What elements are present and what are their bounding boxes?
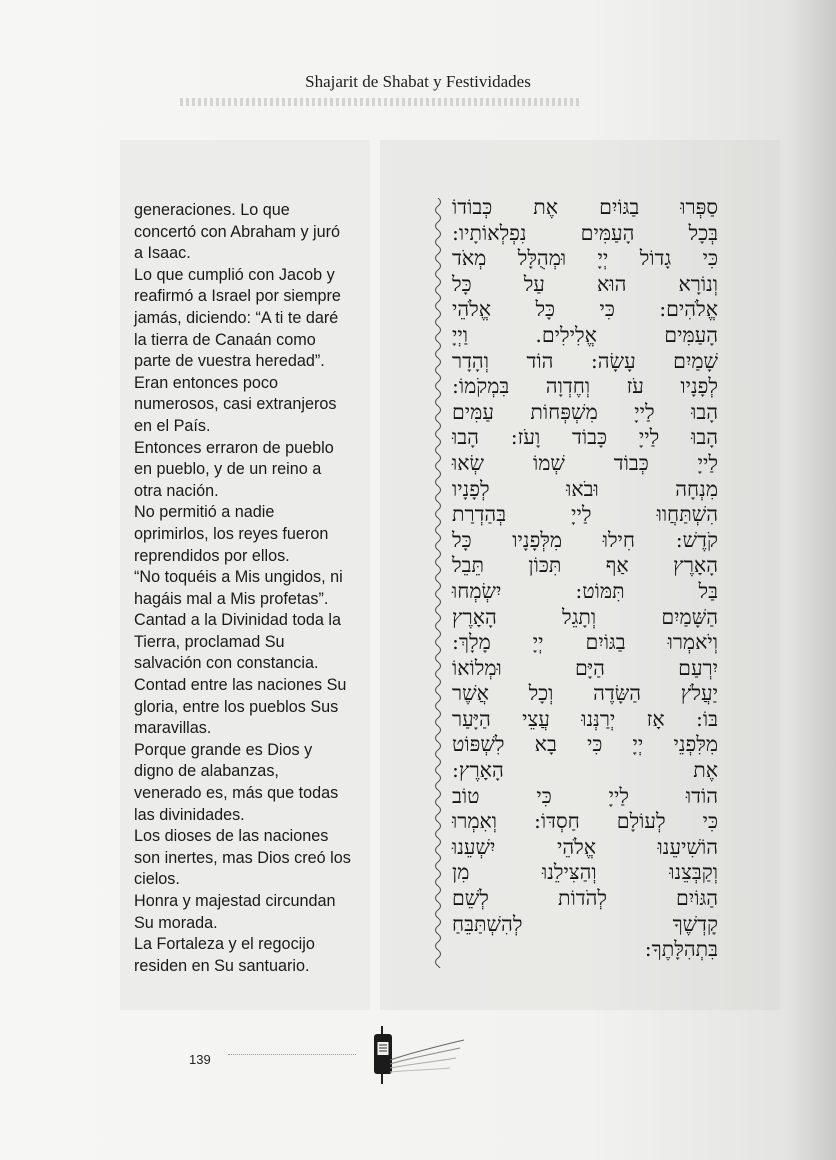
spanish-line: reafirmó a Israel por siempre <box>134 287 341 306</box>
spanish-line: generaciones. Lo que <box>134 201 290 219</box>
spanish-line: a Isaac. <box>134 244 191 263</box>
hebrew-line: בּוֹ: אָז יְרַנְּנוּ עֲצֵי הַיָּעַר <box>452 706 718 731</box>
spanish-line: Porque grande es Dios y <box>134 740 313 759</box>
spanish-line: numerosos, casi extranjeros <box>134 395 337 414</box>
spanish-line: No permitió a nadie <box>134 503 275 522</box>
page-number: 139 <box>189 1052 211 1067</box>
hebrew-line: יַעֲלֹץ הַשָּׂדֶה וְכָל אֲשֶׁר <box>452 681 718 706</box>
spanish-line: las divinidades. <box>134 805 245 824</box>
spanish-line: en pueblo, y de un reino a <box>134 460 322 479</box>
spanish-line: Cantad a la Divinidad toda la <box>134 611 341 630</box>
hebrew-line: לְפָנָיו עֹז וְחֶדְוָה בִּמְקֹמוֹ: <box>452 374 718 399</box>
spanish-translation-column <box>134 200 374 977</box>
hebrew-line: הָבוּ לַייָ מִשְׁפְּחוֹת עַמִּים <box>452 399 718 424</box>
spanish-line: Los dioses de las naciones <box>134 827 329 846</box>
hebrew-line: בַּל תִּמּוֹט: יִשְׂמְחוּ <box>452 578 718 603</box>
spanish-line: concertó con Abraham y juró <box>134 222 341 241</box>
spanish-line: “No toquéis a Mis ungidos, ni <box>134 568 343 587</box>
torah-scroll-ornament <box>360 1020 470 1090</box>
hebrew-line: מִלִּפְנֵי יְיָ כִּי בָא לִשְׁפּוֹט <box>452 732 718 757</box>
spanish-line: reprendidos por ellos. <box>134 546 290 565</box>
spanish-line: la tierra de Canaán como <box>134 330 316 349</box>
spanish-line: cielos. <box>134 870 180 889</box>
spanish-line: Honra y majestad circundan <box>134 892 336 910</box>
hebrew-line: שָׁמַיִם עָשָׂה: הוֹד וְהָדָר <box>452 348 718 373</box>
hebrew-line: אֶת הָאָרֶץ: <box>452 758 718 783</box>
hebrew-line: הָאָרֶץ אַף תִּכּוֹן תֵּבֵל <box>452 553 718 578</box>
spanish-line: en el País. <box>134 416 211 435</box>
hebrew-line: כִּי לְעוֹלָם חַסְדּוֹ: וְאִמְרוּ <box>452 809 718 834</box>
spanish-line: jamás, diciendo: “A ti te daré <box>134 308 339 327</box>
hebrew-line: הָעַמִּים אֱלִילִים. וַיְיָ <box>452 322 718 347</box>
spanish-line: La Fortaleza y el regocijo <box>134 935 315 954</box>
spanish-line: Su morada. <box>134 913 218 932</box>
spanish-line: maravillas. <box>134 719 212 738</box>
spanish-line: oprimirlos, los reyes fueron <box>134 524 329 543</box>
spanish-line: venerado es, más que todas <box>134 784 339 803</box>
hebrew-line: קָדְשֶׁךָ לְהִשְׁתַּבֵּחַ <box>452 911 718 936</box>
hebrew-line: הָבוּ לַייָ כָּבוֹד וָעֹז: הָבוּ <box>452 425 718 450</box>
spanish-line: Eran entonces poco <box>134 373 278 392</box>
hebrew-line: וְקַבְּצֵנוּ וְהַצִּילֵנוּ מִן <box>452 860 718 885</box>
hebrew-line: כִּי גָדוֹל יְיָ וּמְהֻלָּל מְאֹד <box>452 246 718 271</box>
spanish-line: son inertes, mas Dios creó los <box>134 848 351 867</box>
spanish-line: digno de alabanzas, <box>134 762 279 781</box>
spanish-line: otra nación. <box>134 481 219 500</box>
spanish-line: hagáis mal a Mis profetas”. <box>134 589 329 608</box>
hebrew-line: בִּתְהִלָּתֶךָ: <box>644 937 718 962</box>
hebrew-line: מִנְחָה וּבֹאוּ לְפָנָיו <box>452 476 718 501</box>
hebrew-line: סַפְּרוּ בַגּוֹיִם אֶת כְּבוֹדוֹ <box>452 195 718 219</box>
hebrew-line: קֹדֶשׁ: חִילוּ מִלְּפָנָיו כָּל <box>452 527 718 552</box>
spanish-line: Tierra, proclamad Su <box>134 632 285 651</box>
hebrew-line: הִשְׁתַּחֲווּ לַייָ בְּהַדְרַת <box>452 502 718 527</box>
hebrew-text-column <box>452 195 718 963</box>
running-header: Shajarit de Shabat y Festividades <box>305 72 531 91</box>
hebrew-line: בְּכָל הָעַמִּים נִפְלְאוֹתָיו: <box>452 220 718 245</box>
footer-rule <box>228 1054 356 1055</box>
hebrew-line: הוֹדוּ לַייָ כִּי טוֹב <box>452 783 718 808</box>
hebrew-line: יִרְעַם הַיָּם וּמְלוֹאוֹ <box>452 655 718 680</box>
spanish-line: Contad entre las naciones Su <box>134 676 347 695</box>
spanish-line: residen en Su santuario. <box>134 956 310 975</box>
hebrew-line: וְנוֹרָא הוּא עַל כָּל <box>452 271 718 296</box>
hebrew-line: הוֹשִׁיעֵנוּ אֱלֹהֵי יִשְׁעֵנוּ <box>452 834 718 859</box>
spanish-line: salvación con constancia. <box>134 654 319 673</box>
spanish-line: gloria, entre los pueblos Sus <box>134 697 339 716</box>
spanish-line: Entonces erraron de pueblo <box>134 438 334 457</box>
hebrew-line: הַשָּׁמַיִם וְתָגֵל הָאָרֶץ <box>452 604 718 629</box>
hebrew-line: וְיֹאמְרוּ בַגּוֹיִם יְיָ מָלָךְ: <box>452 630 718 655</box>
hebrew-line: לַייָ כְּבוֹד שְׁמוֹ שְׂאוּ <box>452 450 718 475</box>
spanish-line: Lo que cumplió con Jacob y <box>134 265 335 284</box>
hebrew-line: הַגּוֹיִם לְהֹדוֹת לְשֵׁם <box>452 886 718 911</box>
wavy-divider <box>430 198 446 968</box>
hebrew-line: אֱלֹהִים: כִּי כָּל אֱלֹהֵי <box>452 297 718 322</box>
header-rule <box>180 98 580 106</box>
spanish-line: parte de vuestra heredad”. <box>134 352 325 371</box>
